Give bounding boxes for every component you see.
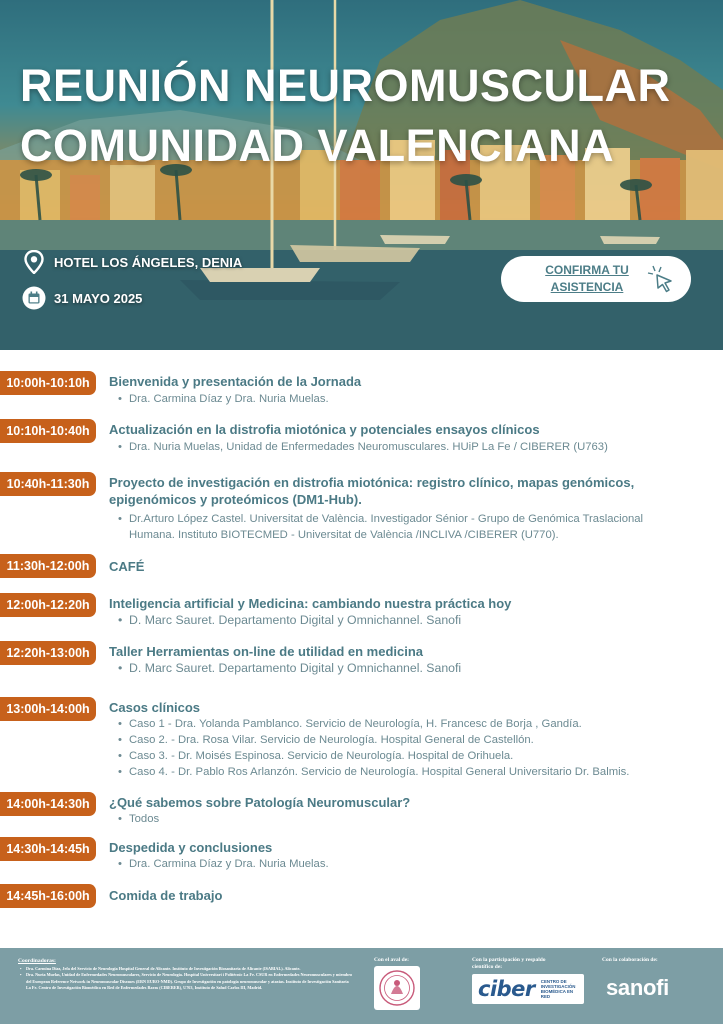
time-badge: 10:40h-11:30h [0, 472, 96, 496]
session-title: Actualización en la distrofia miotónica y potenciales ensayos clínicos [109, 422, 540, 437]
session-title: Bienvenida y presentación de la Jornada [109, 374, 362, 389]
event-title-line2: COMUNIDAD VALENCIANA [20, 120, 615, 171]
speaker-line: • Dra. Carmina Díaz y Dra. Nuria Muelas. [118, 391, 703, 407]
confirm-attendance-button[interactable] [501, 256, 691, 302]
session-title: CAFÉ [109, 559, 145, 574]
speaker-line: • Dra. Nuria Muelas, Unidad de Enfermedades Neuromusculares. HUiP La Fe / CIBERER (U763) [118, 439, 703, 455]
session-title: Despedida y conclusiones [109, 840, 273, 855]
session-title: Proyecto de investigación en distrofia miotónica: registro clínico, mapas genómicos, epigenómicos y proteómicos (DM1-Hub). [109, 475, 635, 507]
speaker-line: • Todos [118, 811, 703, 827]
coordinator-entry: • Dra. Carmina Díaz, Jefa del Servicio de Neurología Hospital General de Alicante. Instituto de Investigación Biosanitaria de Alicante (ISABIAL). Alicante. [18, 966, 353, 972]
time-badge: 14:00h-14:30h [0, 792, 96, 816]
session-title: Inteligencia artificial y Medicina: cambiando nuestra práctica hoy [109, 596, 512, 611]
cursor-click-icon [647, 264, 677, 294]
session-title: Casos clínicos [109, 700, 201, 715]
speaker-line: • Caso 1 - Dra. Yolanda Pamblanco. Servicio de Neurología, H. Francesc de Borja , Gandía. [118, 716, 703, 732]
map-pin-icon [22, 250, 46, 274]
speaker-line: • Caso 4. - Dr. Pablo Ros Arlanzón. Servicio de Neurología. Hospital General Universitario Dr. Balmis. [118, 764, 703, 780]
event-title [20, 56, 710, 176]
time-badge: 10:10h-10:40h [0, 419, 96, 443]
ciber-subtitle: CENTRO DE INVESTIGACIÓN BIOMÉDICA EN RED [540, 978, 576, 1000]
time-badge: 10:00h-10:10h [0, 371, 96, 395]
speaker-line: • Caso 2. - Dra. Rosa Vilar. Servicio de Neurología. Hospital General de Castellón. [118, 732, 703, 748]
speaker-line: • Caso 3. - Dr. Moisés Espinosa. Servicio de Neurología. Hospital de Orihuela. [118, 748, 703, 764]
coordinators-block [18, 958, 353, 991]
session-speakers [118, 391, 703, 407]
session-speakers [118, 612, 703, 629]
society-seal-logo [374, 966, 420, 1010]
hero-banner [0, 0, 723, 350]
location-text: HOTEL LOS ÁNGELES, DENIA [54, 254, 243, 270]
session-speakers [118, 811, 703, 827]
date-row [22, 286, 142, 310]
date-text: 31 MAYO 2025 [54, 290, 143, 306]
event-title-line1: REUNIÓN NEUROMUSCULAR [20, 60, 671, 111]
participation-label: Con la participación y respaldo científico de: [472, 957, 546, 970]
aval-label: Con el aval de: [374, 957, 409, 963]
coordinators-heading: Coordinadoras: [18, 958, 56, 964]
ciber-logo [472, 974, 584, 1004]
session-speakers [118, 511, 688, 543]
speaker-line: • Dra. Carmina Díaz y Dra. Nuria Muelas. [118, 856, 703, 872]
session-speakers [118, 660, 703, 677]
time-badge: 14:45h-16:00h [0, 884, 96, 908]
sanofi-logo: sanofi [606, 975, 669, 1000]
time-badge: 14:30h-14:45h [0, 837, 96, 861]
speaker-line: • D. Marc Sauret. Departamento Digital y Omnichannel. Sanofi [118, 612, 703, 629]
session-speakers [118, 856, 703, 872]
session-speakers [118, 439, 703, 455]
location-row [22, 250, 242, 274]
session-title: ¿Qué sabemos sobre Patología Neuromuscular? [109, 795, 411, 810]
coordinator-entry: • Dra. Nuria Muelas, Unidad de Enfermedades Neuromusculares, Servicio de Neurología. Hospital Universitari i Politècnic La Fe. CSUR en Enfermedades Neuromusculares y miembro del European Reference Network in Neuromuscular Diseases (ERN EURO-NMD). Grupo de Investigación en patología neuromuscular y ataxias. Instituto de Investigación Sanitaria La Fe. Centro de Investigación Biomédica en Red de Enfermedades Raras (CIBERER), U763, Instituto de Salud Carlos III, Madrid. [18, 972, 353, 991]
calendar-icon [22, 286, 46, 310]
speaker-line: • Dr.Arturo López Castel. Universitat de València. Investigador Sénior - Grupo de Genómica Traslacional Humana. Instituto BIOTECMED - Universitat de València /INCLIVA /CIBERER (U770). [118, 511, 688, 543]
speaker-line: • D. Marc Sauret. Departamento Digital y Omnichannel. Sanofi [118, 660, 703, 677]
time-badge: 12:20h-13:00h [0, 641, 96, 665]
time-badge: 12:00h-12:20h [0, 593, 96, 617]
time-badge: 11:30h-12:00h [0, 554, 96, 578]
time-badge: 13:00h-14:00h [0, 697, 96, 721]
session-title: Comida de trabajo [109, 888, 223, 903]
session-speakers [118, 716, 703, 780]
session-title: Taller Herramientas on-line de utilidad en medicina [109, 644, 424, 659]
confirm-attendance-label: CONFIRMA TU ASISTENCIA [545, 263, 629, 294]
ciber-wordmark: ciber [478, 977, 535, 1001]
collaboration-label: Con la colaboración de: [602, 957, 658, 963]
